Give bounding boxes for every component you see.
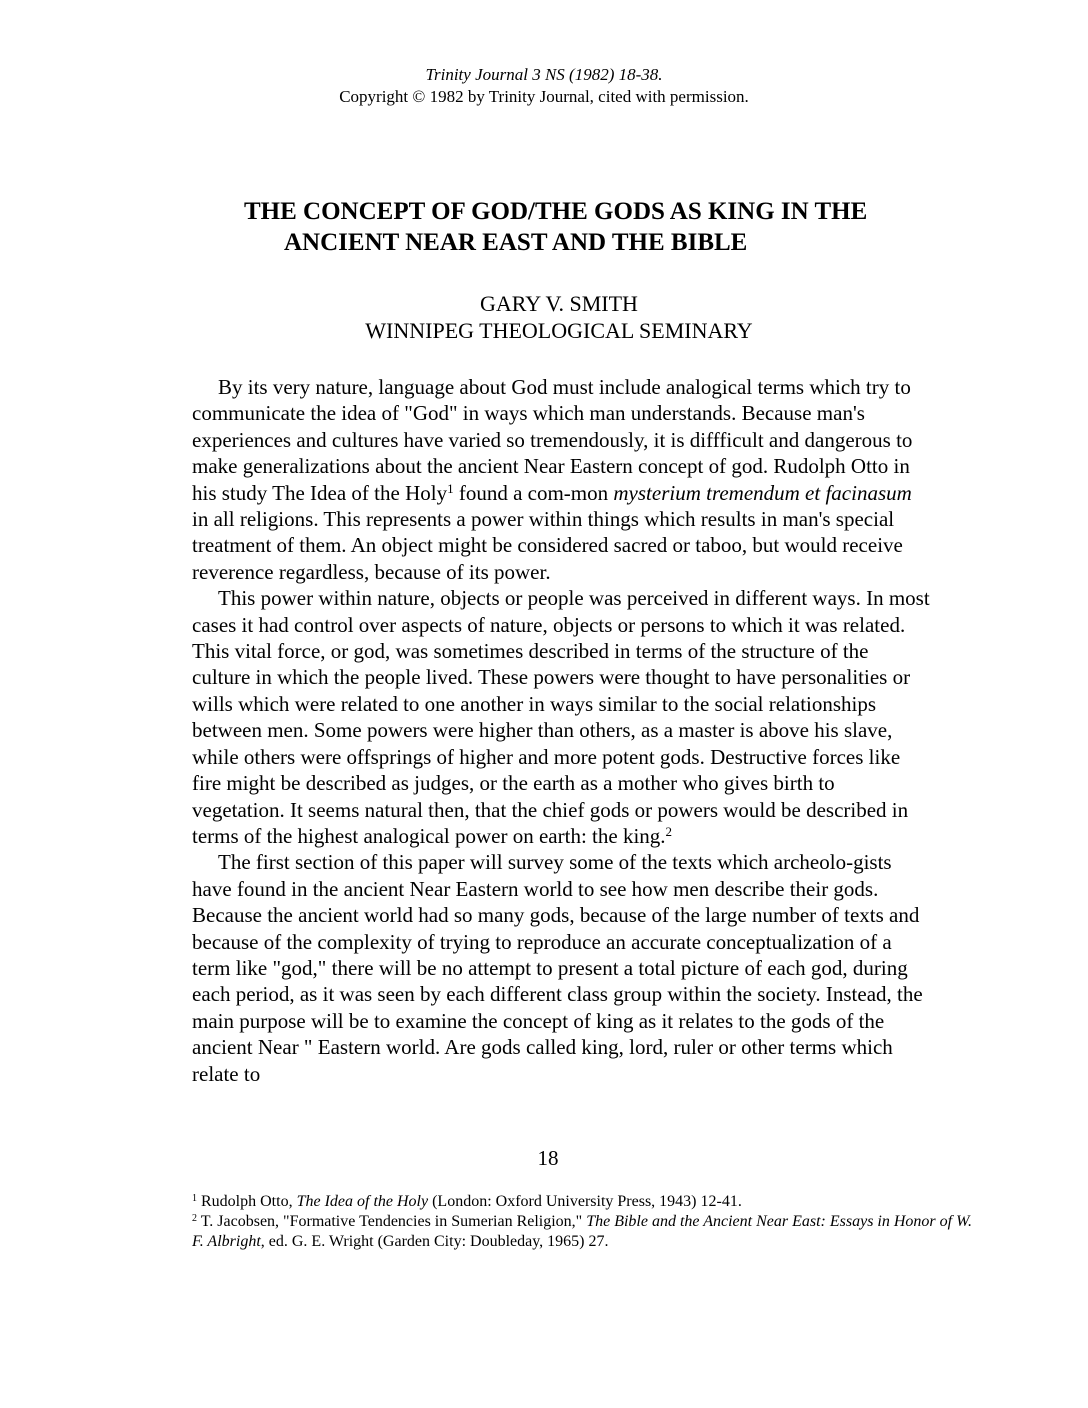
paragraph-1-text-c: in all religions. This represents a power within things which results in man's special treatment of them. An object might be considered sacred or taboo, but would receive reverence regardless, because of its power.	[192, 507, 903, 584]
footnote-1	[192, 1192, 972, 1212]
paragraph-1-italic-phrase: mysterium tremendum et facinasum	[613, 480, 912, 505]
page-number: 18	[537, 1146, 559, 1170]
paragraph-1	[192, 374, 932, 585]
footnote-ref-2[interactable]: 2	[665, 823, 673, 839]
article-body	[192, 374, 932, 1087]
footnote-2-number: 2	[192, 1213, 197, 1224]
paragraph-3: The first section of this paper will survey some of the texts which archeolo-gists have found in the ancient Near Eastern world to see how men describe their gods. Because the ancient world had so many gods, because of the large number of texts and because of the complexity of trying to reproduce an accurate conceptualization of a term like "god," there will be no attempt to present a total picture of each god, during each period, as it was seen by each different class group within the society. Instead, the main purpose will be to examine the concept of king as it relates to the gods of the ancient Near " Eastern world. Are gods called king, lord, ruler or other terms which relate to	[192, 850, 923, 1086]
footnote-2	[192, 1212, 972, 1252]
paragraph-1-text-a: By its very nature, language about God must include analogical terms which try to communicate the idea of "God" in ways which man understands. Because man's experiences and cultures have varied so tremendously, it is diffficult and dangerous to make generalizations about the ancient Near Eastern concept of god. Rudolph Otto in his study The Idea of the Holy	[192, 375, 913, 505]
page-header	[0, 64, 1088, 108]
journal-citation: Trinity Journal 3 NS (1982) 18-38.	[425, 65, 663, 84]
footnote-1-number: 1	[192, 1193, 197, 1204]
footnotes	[192, 1192, 972, 1252]
footnote-1-text-b: (London: Oxford University Press, 1943) 12-41.	[428, 1193, 742, 1210]
author-block	[0, 290, 1088, 344]
author-affiliation: WINNIPEG THEOLOGICAL SEMINARY	[365, 318, 753, 343]
paragraph-2	[192, 585, 932, 849]
footnote-2-text-b: , ed. G. E. Wright (Garden City: Doubleday, 1965) 27.	[260, 1233, 609, 1250]
copyright-notice: Copyright © 1982 by Trinity Journal, cited with permission.	[339, 87, 749, 106]
title-line-1: THE CONCEPT OF GOD/THE GODS AS KING IN THE	[244, 198, 868, 225]
title-line-2: ANCIENT NEAR EAST AND THE BIBLE	[284, 229, 748, 256]
footnote-2-text-a: T. Jacobsen, "Formative Tendencies in Sumerian Religion,"	[197, 1213, 587, 1230]
paragraph-1-text-b: found a com-mon	[453, 480, 614, 505]
footnote-1-title: The Idea of the Holy	[296, 1193, 429, 1210]
footnote-2-title: The Bible and the Ancient Near East: Essays in Honor of W. F. Albright	[192, 1213, 972, 1250]
footnote-ref-1[interactable]: 1	[447, 480, 454, 496]
paragraph-2-text: This power within nature, objects or people was perceived in different ways. In most cases it had control over aspects of nature, objects or persons to which it was related. This vital force, or god, was sometimes described in terms of the structure of the culture in which the people lived. These powers were thought to have personalities or wills which were related to one another in ways similar to the social relationships between men. Some powers were higher than others, as a master is above his slave, while others were offsprings of higher and more potent gods. Destructive forces like fire might be described as judges, or the earth as a mother who gives birth to vegetation. It seems natural then, that the chief gods or powers would be described in terms of the highest analogical power on earth: the king.	[192, 586, 930, 848]
author-name: GARY V. SMITH	[480, 291, 638, 316]
footnote-1-text-a: Rudolph Otto,	[197, 1193, 297, 1210]
